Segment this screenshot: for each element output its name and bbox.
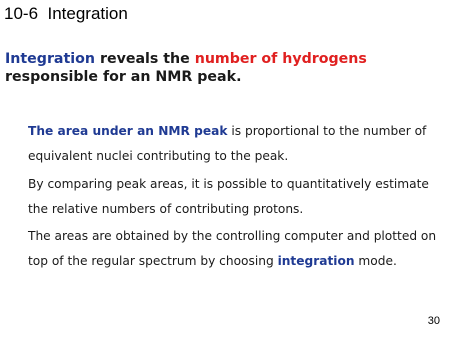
paragraph-integration-bold: integration (277, 254, 355, 268)
page-number: 30 (427, 315, 440, 327)
slide-title: 10-6 Integration (4, 4, 128, 23)
subtitle-number-of-hydrogens: number of hydrogens (194, 51, 367, 67)
subtitle-text-2: responsible for an NMR peak. (5, 69, 242, 85)
paragraph-comparing-areas: By comparing peak areas, it is possible to quantitatively estimate the relative numbers of contributing protons. (28, 177, 429, 216)
slide-subtitle (5, 50, 445, 86)
paragraph-area-under-peak (28, 119, 443, 169)
paragraph-area-bold: The area under an NMR peak (28, 124, 228, 138)
subtitle-text-1: reveals the (95, 51, 195, 67)
paragraph-integration-mode (28, 224, 443, 274)
paragraph-integration-after: mode. (354, 254, 397, 268)
subtitle-integration: Integration (5, 51, 96, 67)
paragraph-area-rest: is proportional to the number of equivalent nuclei contributing to the peak. (28, 124, 427, 163)
paragraph-integration-before: The areas are obtained by the controlling computer and plotted on top of the regular spectrum by choosing (28, 229, 437, 268)
